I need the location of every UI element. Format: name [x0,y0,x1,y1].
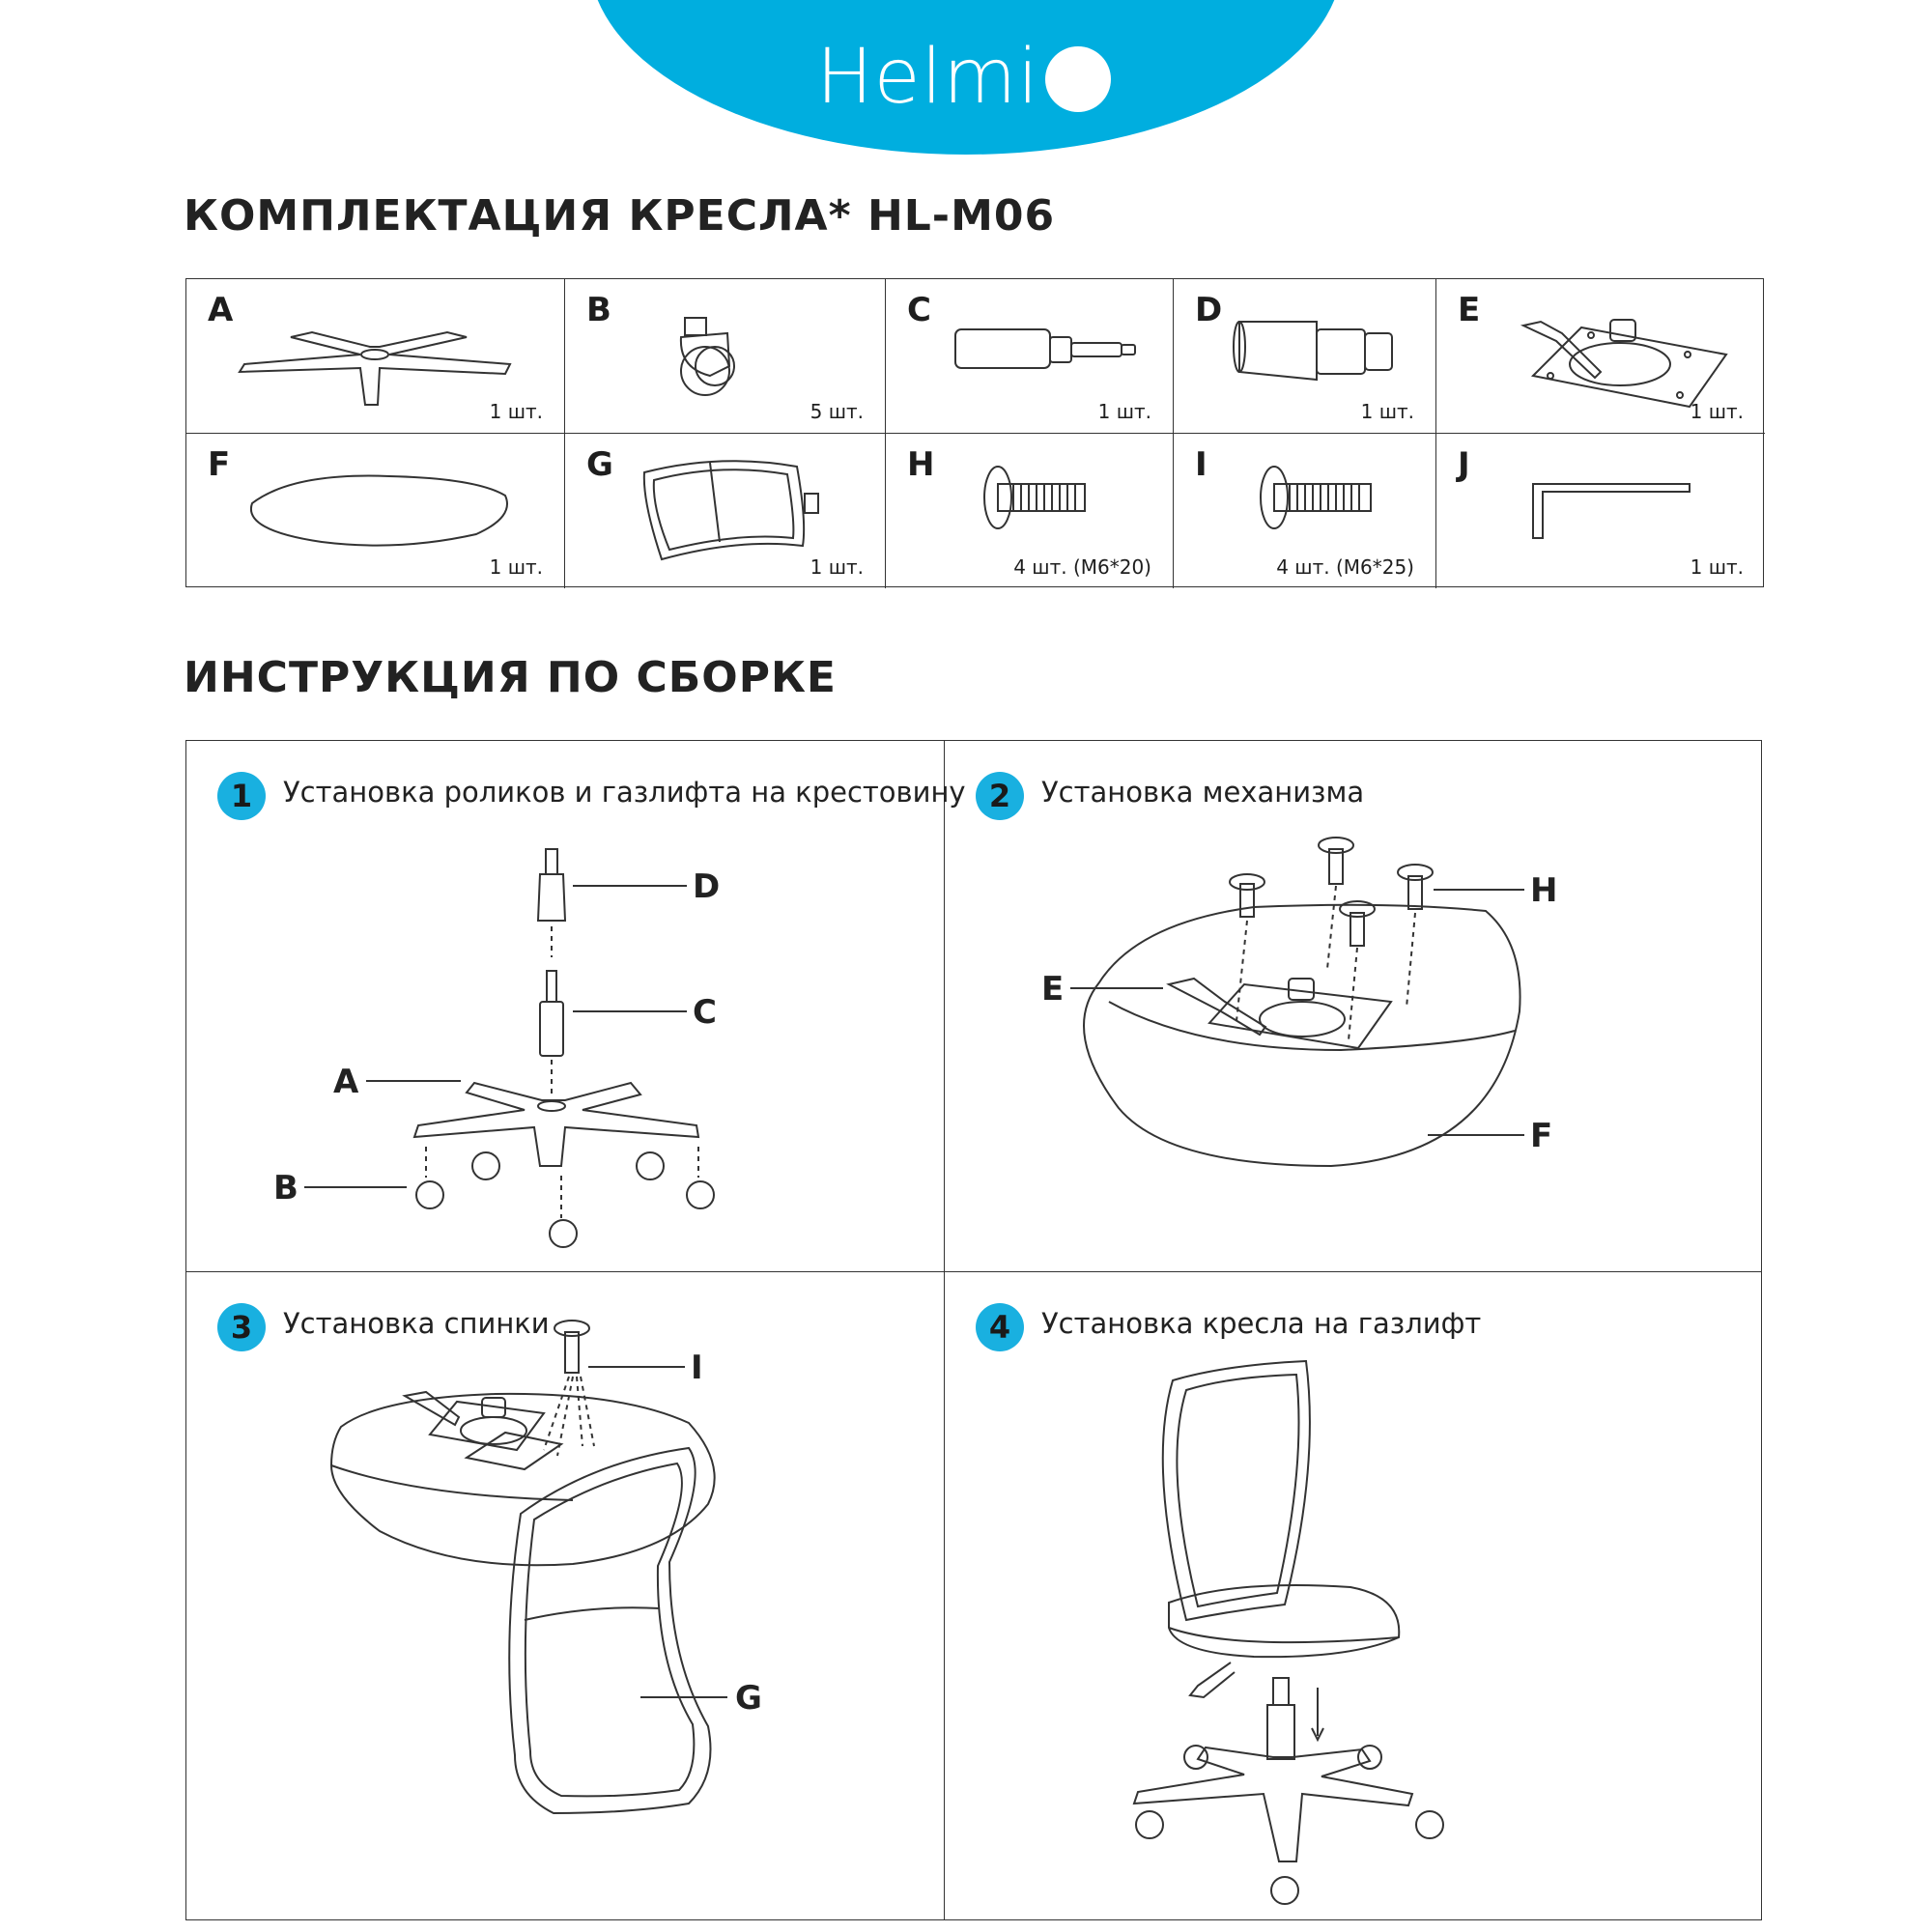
kit-item-f [186,434,565,588]
step-number: 4 [976,1303,1024,1351]
step-number: 3 [217,1303,266,1351]
step-number: 1 [217,772,266,820]
kit-item-letter: A [208,291,234,329]
kit-item-letter: I [1195,445,1208,484]
step-2 [945,741,1761,1272]
kit-item-qty: 1 шт. [1690,555,1744,579]
kit-item-qty: 1 шт. [1097,400,1151,423]
label-d: D [693,867,721,906]
assembly-title: ИНСТРУКЦИЯ ПО СБОРКЕ [184,653,837,702]
label-h: H [1530,871,1558,910]
kit-item-qty: 1 шт. [810,555,864,579]
kit-item-b [565,279,886,434]
step-1-diagram [186,741,945,1272]
kit-item-qty: 1 шт. [489,400,543,423]
label-e: E [1041,970,1065,1009]
kit-item-letter: J [1458,445,1470,484]
kit-item-qty: 1 шт. [489,555,543,579]
step-number: 2 [976,772,1024,820]
label-f: F [1530,1117,1553,1155]
label-a: A [333,1063,359,1101]
kit-title: КОМПЛЕКТАЦИЯ КРЕСЛА* HL-M06 [184,191,1056,241]
label-i: I [691,1349,703,1387]
kit-item-a [186,279,565,434]
kit-item-d [1174,279,1436,434]
kit-item-letter: H [907,445,935,484]
kit-item-letter: B [586,291,611,329]
step-title: Установка механизма [1041,776,1365,809]
label-b: B [273,1169,298,1208]
step-title: Установка кресла на газлифт [1041,1307,1482,1340]
step-4 [945,1272,1761,1919]
kit-item-i [1174,434,1436,588]
brand-logo-dot [1045,46,1111,112]
kit-item-letter: F [208,445,231,484]
kit-item-qty: 5 шт. [810,400,864,423]
step-3 [186,1272,945,1919]
kit-item-c [886,279,1174,434]
step-title: Установка спинки [283,1307,550,1340]
kit-item-qty: 1 шт. [1360,400,1414,423]
step-4-diagram [945,1272,1761,1919]
kit-item-letter: C [907,291,931,329]
step-2-diagram [945,741,1761,1272]
kit-item-letter: G [586,445,613,484]
kit-item-j [1436,434,1765,588]
label-c: C [693,993,717,1032]
kit-item-letter: E [1458,291,1481,329]
assembly-steps [185,740,1762,1920]
kit-table [185,278,1764,587]
kit-item-qty: 4 шт. (M6*20) [1013,555,1151,579]
kit-item-letter: D [1195,291,1223,329]
brand-logo-text: Helmi [816,34,1039,121]
step-3-diagram [186,1272,945,1919]
kit-item-h [886,434,1174,588]
kit-item-g [565,434,886,588]
kit-item-qty: 1 шт. [1690,400,1744,423]
label-g: G [735,1679,762,1718]
kit-item-qty: 4 шт. (M6*25) [1276,555,1414,579]
kit-item-e [1436,279,1765,434]
step-1 [186,741,966,1272]
step-title: Установка роликов и газлифта на крестовину [283,776,966,809]
